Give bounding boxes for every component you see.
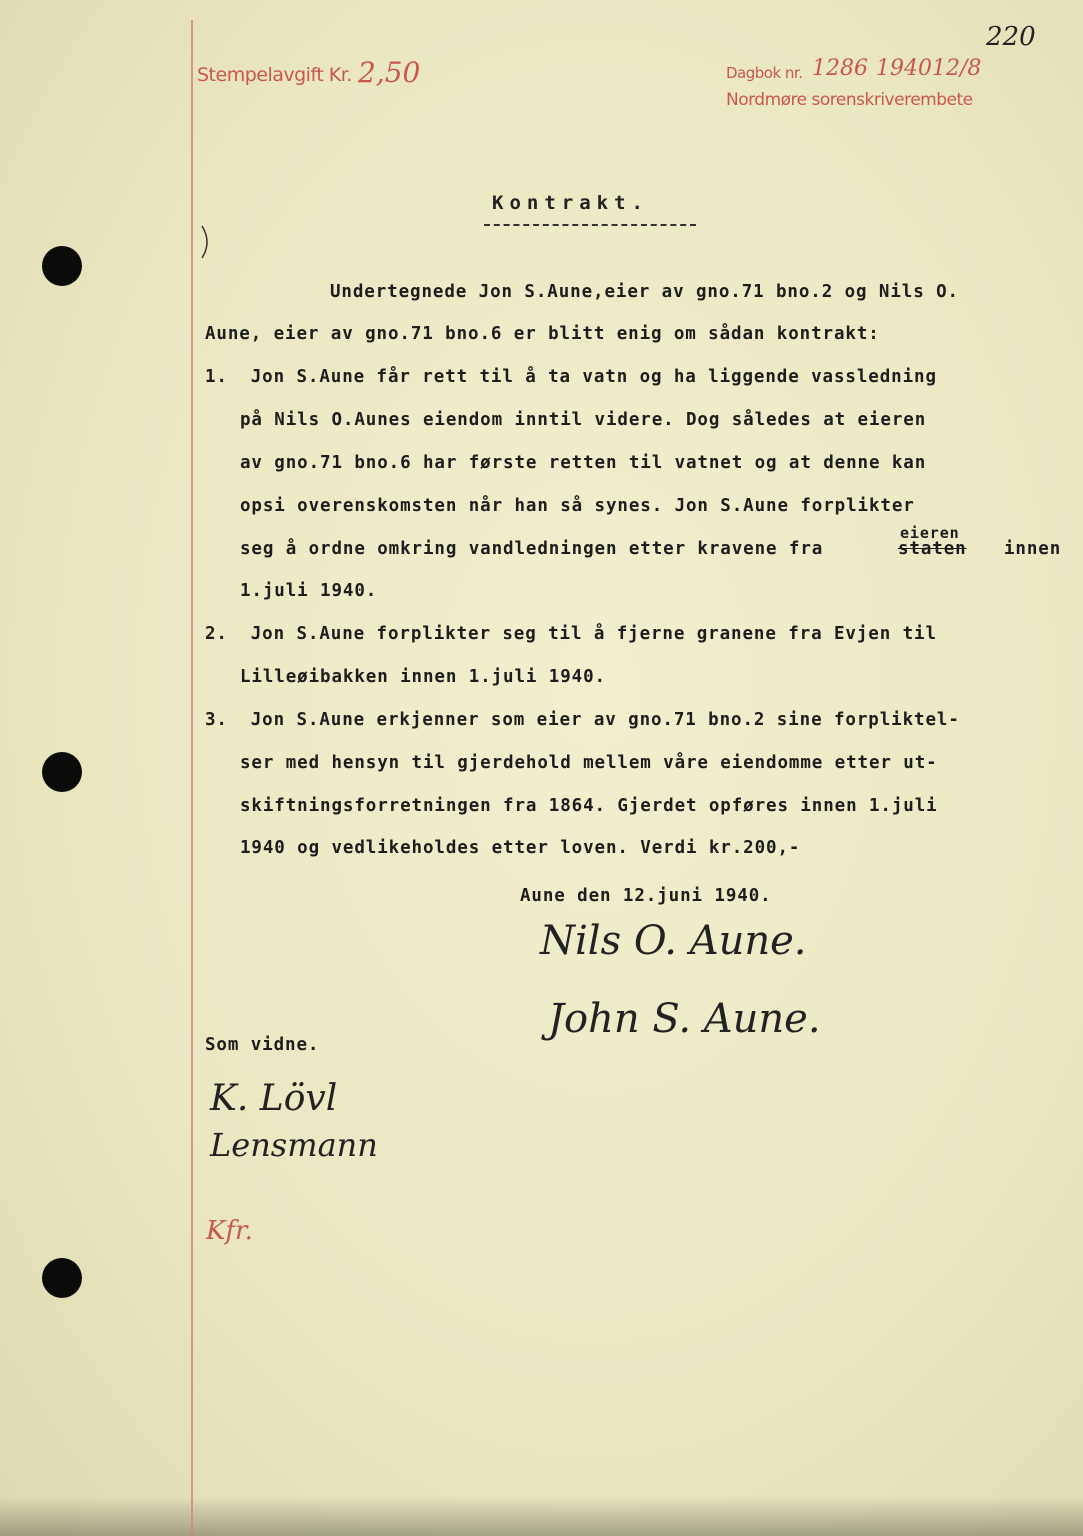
witness-signature-name: K. Lövl xyxy=(210,1078,338,1119)
signature-john: John S. Aune. xyxy=(548,996,821,1042)
body-line: seg å ordne omkring vandledningen etter kravene fra xyxy=(240,539,824,559)
office-stamp: Nordmøre sorenskriverembete xyxy=(726,90,973,110)
body-line: Undertegnede Jon S.Aune,eier av gno.71 bno.2 og Nils O. xyxy=(330,282,959,302)
body-line: på Nils O.Aunes eiendom inntil videre. Dog således at eieren xyxy=(240,410,927,430)
stamp-fee-amount: 2,50 xyxy=(358,56,421,89)
body-line: 1. Jon S.Aune får rett til å ta vatn og ha liggende vassledning xyxy=(205,367,937,387)
title-underline xyxy=(484,224,696,226)
punch-hole-top xyxy=(42,246,82,286)
punch-hole-bottom xyxy=(42,1258,82,1298)
dagbok-year: 1940 xyxy=(876,56,932,81)
punch-hole-middle xyxy=(42,752,82,792)
struck-word: staten xyxy=(898,539,967,559)
body-line: Aune, eier av gno.71 bno.6 er blitt enig om sådan kontrakt: xyxy=(205,324,880,344)
place-date: Aune den 12.juni 1940. xyxy=(520,886,772,906)
body-line-end: innen xyxy=(1004,539,1062,559)
body-line: Lilleøibakken innen 1.juli 1940. xyxy=(240,667,606,687)
margin-bracket-mark xyxy=(198,222,218,262)
body-line: 2. Jon S.Aune forplikter seg til å fjerne granene fra Evjen til xyxy=(205,624,937,644)
page-number: 220 xyxy=(986,22,1036,52)
margin-rule xyxy=(191,20,193,1536)
signature-nils: Nils O. Aune. xyxy=(540,918,807,964)
dagbok-number: 1286 xyxy=(812,56,868,81)
body-line: 3. Jon S.Aune erkjenner som eier av gno.71 bno.2 sine forpliktel- xyxy=(205,710,960,730)
page-shadow xyxy=(0,1496,1083,1536)
initials: Kfr. xyxy=(206,1216,253,1246)
dagbok-label: Dagbok nr. xyxy=(726,64,803,82)
dagbok-date: 12/8 xyxy=(932,56,982,81)
body-line: ser med hensyn til gjerdehold mellem våre eiendomme etter ut- xyxy=(240,753,938,773)
witness-signature-title: Lensmann xyxy=(210,1126,378,1164)
document-title: Kontrakt. xyxy=(492,192,649,214)
inserted-word: eieren xyxy=(900,524,960,542)
witness-label: Som vidne. xyxy=(205,1035,320,1055)
stamp-fee-label: Stempelavgift Kr. xyxy=(197,64,352,86)
body-line: 1940 og vedlikeholdes etter loven. Verdi kr.200,- xyxy=(240,838,801,858)
body-line: opsi overenskomsten når han så synes. Jon S.Aune forplikter xyxy=(240,496,915,516)
body-line: av gno.71 bno.6 har første retten til vatnet og at denne kan xyxy=(240,453,927,473)
body-line: skiftningsforretningen fra 1864. Gjerdet opføres innen 1.juli xyxy=(240,796,938,816)
body-line: 1.juli 1940. xyxy=(240,581,378,601)
